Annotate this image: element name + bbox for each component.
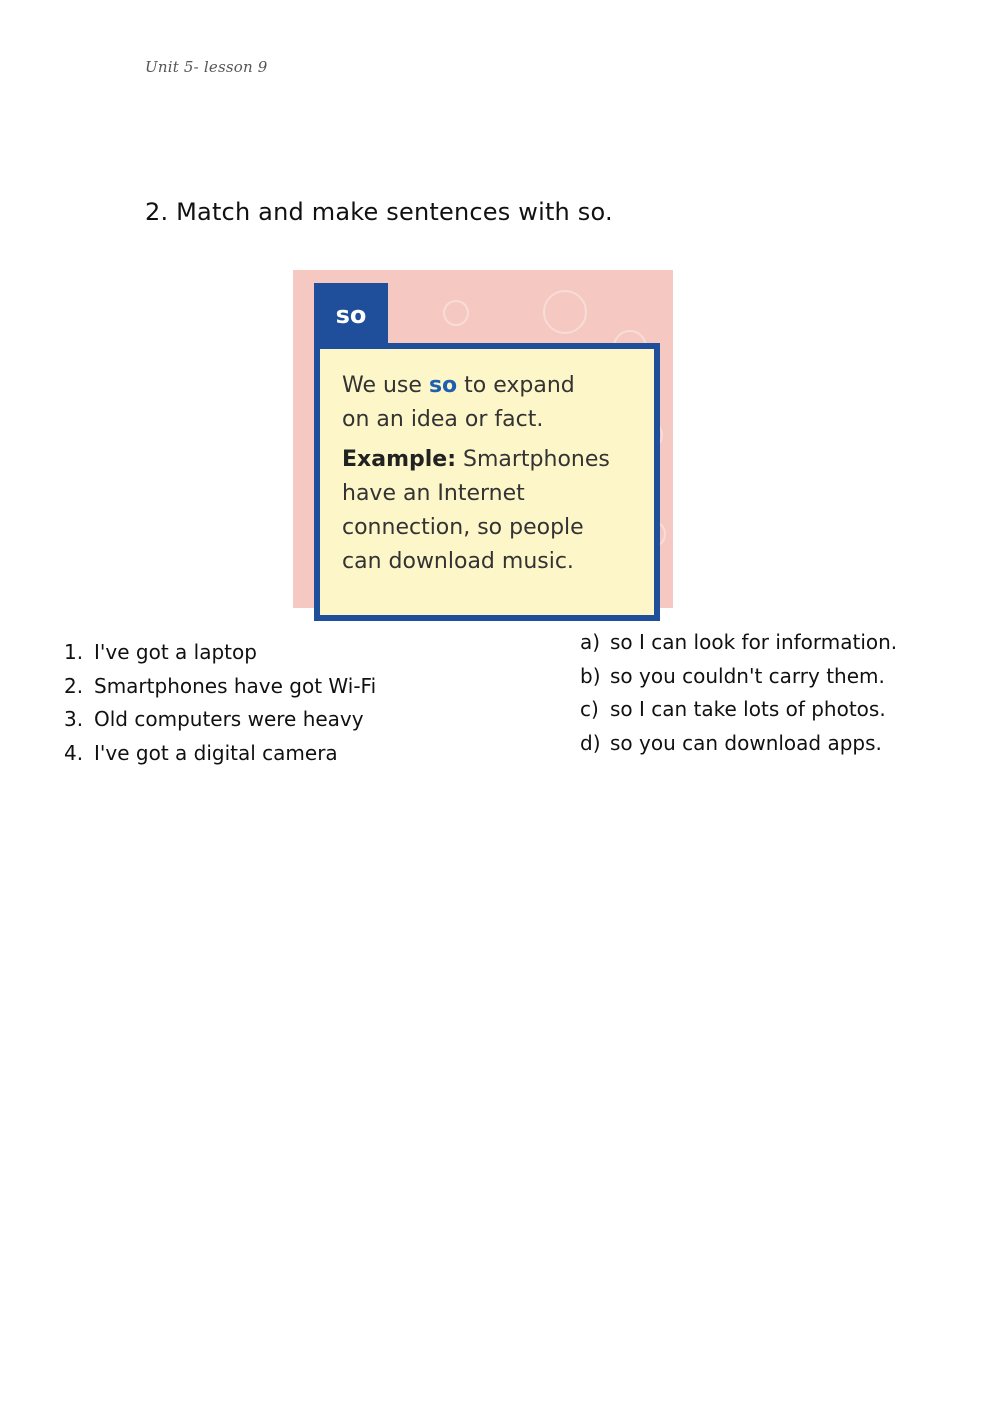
- item-number: 4.: [64, 740, 84, 765]
- item-text: so you can download apps.: [610, 730, 882, 755]
- item-letter: a): [580, 630, 601, 654]
- list-item[interactable]: [580, 693, 897, 727]
- item-text: Smartphones have got Wi-Fi: [94, 673, 377, 698]
- grammar-line-1: [342, 369, 654, 403]
- grammar-text: Smartphones: [456, 447, 610, 472]
- item-letter: b): [580, 663, 601, 688]
- list-item[interactable]: [580, 727, 897, 761]
- list-item[interactable]: [64, 737, 376, 771]
- decorative-circle: [543, 290, 587, 334]
- grammar-line-4: have an Internet: [342, 481, 525, 506]
- list-item[interactable]: [64, 636, 376, 670]
- list-item[interactable]: [64, 703, 376, 737]
- item-text: I've got a digital camera: [94, 740, 338, 765]
- item-text: so I can look for information.: [610, 630, 898, 654]
- item-text: Old computers were heavy: [94, 707, 364, 731]
- item-number: 2.: [64, 673, 84, 698]
- list-item[interactable]: [580, 626, 897, 660]
- grammar-line-2: on an idea or fact.: [342, 407, 544, 432]
- example-label: Example:: [342, 447, 456, 472]
- item-number: 1.: [64, 640, 84, 664]
- grammar-tab-label: so: [314, 283, 388, 347]
- item-letter: d): [580, 730, 601, 755]
- item-number: 3.: [64, 707, 84, 731]
- keyword-so: so: [428, 373, 458, 398]
- sentence-beginnings-list: [64, 636, 376, 770]
- item-letter: c): [580, 697, 599, 721]
- item-text: so you couldn't carry them.: [610, 663, 885, 688]
- item-text: so I can take lots of photos.: [610, 697, 886, 721]
- sentence-endings-list: [580, 626, 897, 760]
- grammar-line-6: can download music.: [342, 549, 574, 574]
- decorative-circle: [443, 300, 469, 326]
- exercise-instruction: 2. Match and make sentences with so.: [145, 198, 613, 226]
- item-text: I've got a laptop: [94, 640, 257, 664]
- grammar-explanation-card: [314, 343, 660, 621]
- grammar-text: We use: [342, 373, 429, 398]
- list-item[interactable]: [64, 670, 376, 704]
- grammar-line-5: connection, so people: [342, 515, 584, 540]
- list-item[interactable]: [580, 660, 897, 694]
- unit-lesson-note: Unit 5- lesson 9: [145, 58, 268, 76]
- grammar-text: to expand: [457, 373, 575, 398]
- grammar-line-3: [342, 443, 654, 477]
